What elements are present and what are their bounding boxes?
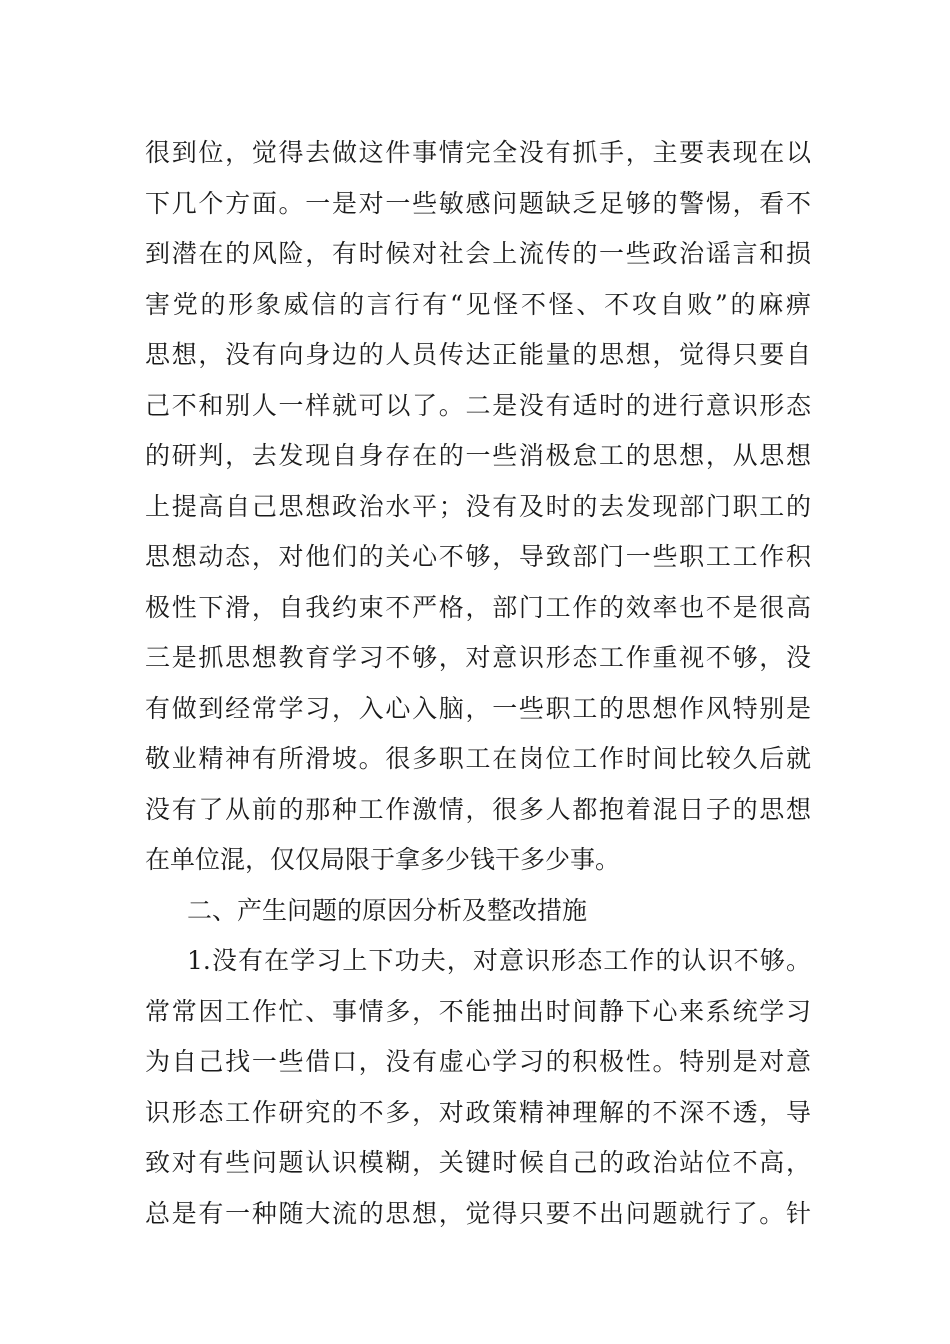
text-line: 上提高自己思想政治水平；没有及时的去发现部门职工的 <box>145 491 811 521</box>
text-line: 致对有些问题认识模糊，关键时候自己的政治站位不高， <box>145 1148 811 1177</box>
text-line: 害党的形象威信的言行有“见怪不怪、不攻自败”的麻痹 <box>145 289 811 319</box>
text-line: 没有了从前的那种工作激情，很多人都抱着混日子的思想 <box>145 794 811 824</box>
section-heading: 二、产生问题的原因分析及整改措施 <box>187 895 588 925</box>
text-line: 的研判，去发现自身存在的一些消极怠工的思想，从思想 <box>145 441 811 470</box>
text-line: 思想动态，对他们的关心不够，导致部门一些职工工作积 <box>145 542 811 571</box>
text-line: 己不和别人一样就可以了。二是没有适时的进行意识形态 <box>145 390 811 420</box>
text-line: 识形态工作研究的不多，对政策精神理解的不深不透，导 <box>145 1097 811 1127</box>
text-line: 很到位，觉得去做这件事情完全没有抓手，主要表现在以 <box>145 138 811 167</box>
text-line: 下几个方面。一是对一些敏感问题缺乏足够的警惕，看不 <box>145 188 811 218</box>
body-text <box>145 128 811 1239</box>
subsection-heading: 1.没有在学习上下功夫，对意识形态工作的认识不够。 <box>187 946 811 975</box>
text-line: 为自己找一些借口，没有虚心学习的积极性。特别是对意 <box>145 1047 811 1076</box>
text-line: 敬业精神有所滑坡。很多职工在岗位工作时间比较久后就 <box>145 744 811 773</box>
text-line: 常常因工作忙、事情多，不能抽出时间静下心来系统学习 <box>145 996 811 1026</box>
text-line: 思想，没有向身边的人员传达正能量的思想，觉得只要自 <box>145 340 811 369</box>
text-line: 总是有一种随大流的思想，觉得只要不出问题就行了。针 <box>145 1198 811 1228</box>
paragraph-end-line: 在单位混，仅仅局限于拿多少钱干多少事。 <box>145 845 621 874</box>
text-line: 极性下滑，自我约束不严格，部门工作的效率也不是很高 <box>145 592 811 622</box>
text-line: 到潜在的风险，有时候对社会上流传的一些政治谣言和损 <box>145 239 811 268</box>
text-line: 有做到经常学习，入心入脑，一些职工的思想作风特别是 <box>145 693 811 723</box>
text-line: 三是抓思想教育学习不够，对意识形态工作重视不够，没 <box>145 643 811 672</box>
